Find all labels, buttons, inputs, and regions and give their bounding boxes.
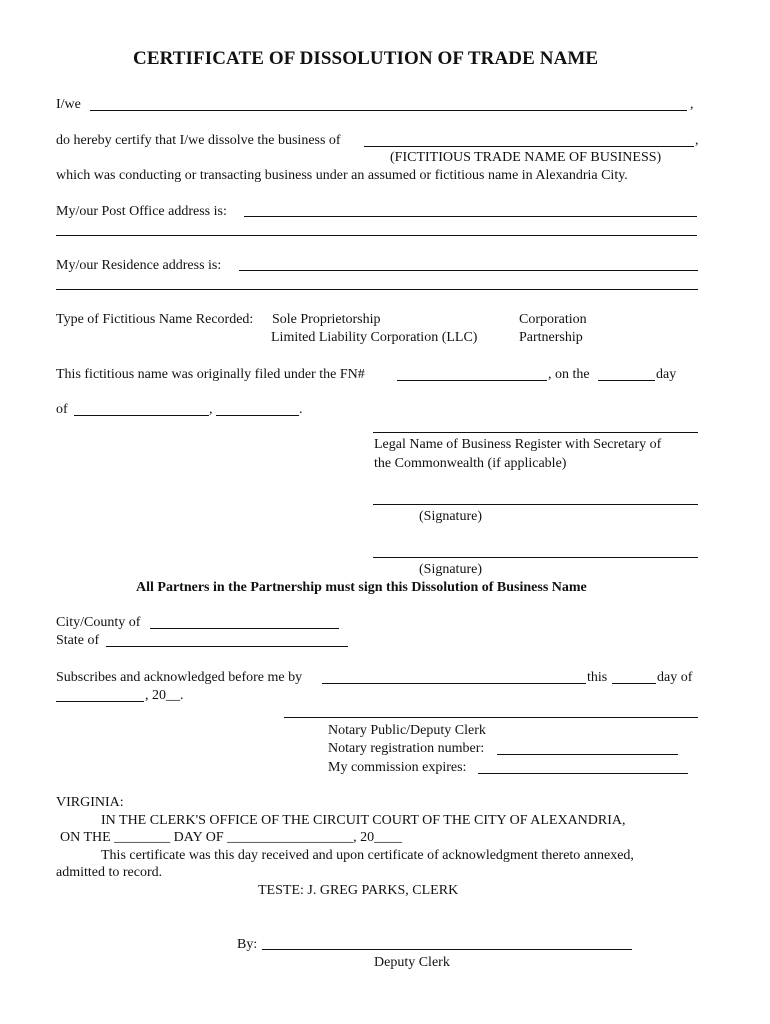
virginia-admitted: admitted to record. xyxy=(56,865,163,880)
post-office-label: My/our Post Office address is: xyxy=(56,204,227,219)
residence-field[interactable] xyxy=(239,270,698,271)
iwe-comma: , xyxy=(690,97,694,112)
state-field[interactable] xyxy=(106,646,348,647)
deputy-clerk-label: Deputy Clerk xyxy=(374,955,450,970)
subscribed-year: , 20__. xyxy=(145,688,184,703)
notary-commission-field[interactable] xyxy=(478,773,688,774)
filed-year-field[interactable] xyxy=(216,415,299,416)
certify-comma: , xyxy=(695,133,699,148)
notary-title: Notary Public/Deputy Clerk xyxy=(328,723,486,738)
filed-text: This fictitious name was originally filed under the FN# xyxy=(56,367,365,382)
type-label: Type of Fictitious Name Recorded: xyxy=(56,312,254,327)
state-label: State of xyxy=(56,633,100,648)
notary-commission-label: My commission expires: xyxy=(328,760,467,775)
residence-field-2[interactable] xyxy=(56,289,698,290)
signature-field-2[interactable] xyxy=(373,557,698,558)
subscribed-month-field[interactable] xyxy=(56,701,144,702)
filed-period: . xyxy=(299,402,303,417)
filed-month-field[interactable] xyxy=(74,415,209,416)
deputy-clerk-signature-field[interactable] xyxy=(262,949,632,950)
iwe-label: I/we xyxy=(56,97,81,112)
certify-text: do hereby certify that I/we dissolve the business of xyxy=(56,133,341,148)
checkbox-partnership[interactable] xyxy=(519,330,583,346)
legal-name-field[interactable] xyxy=(373,432,698,433)
conducting-text: which was conducting or transacting business under an assumed or fictitious name in Alexandria City. xyxy=(56,168,628,183)
filed-day-label: day xyxy=(656,367,677,382)
option-partnership: Partnership xyxy=(519,330,583,345)
document-title: CERTIFICATE OF DISSOLUTION OF TRADE NAME xyxy=(133,48,599,69)
trade-name-sublabel: (FICTITIOUS TRADE NAME OF BUSINESS) xyxy=(390,150,662,165)
city-county-field[interactable] xyxy=(150,628,339,629)
checkbox-sole-proprietorship[interactable] xyxy=(272,312,381,328)
filed-day-field[interactable] xyxy=(598,380,655,381)
notary-registration-field[interactable] xyxy=(497,754,678,755)
subscribed-this: this xyxy=(587,670,608,685)
filed-on-the: , on the xyxy=(548,367,590,382)
filed-of-label: of xyxy=(56,402,68,417)
option-sole-proprietorship: Sole Proprietorship xyxy=(272,312,381,327)
subscribed-by-field[interactable] xyxy=(322,683,586,684)
legal-name-label-2: the Commonwealth (if applicable) xyxy=(374,456,567,471)
filed-comma: , xyxy=(209,402,213,417)
checkbox-llc[interactable] xyxy=(271,330,477,346)
virginia-office: IN THE CLERK'S OFFICE OF THE CIRCUIT COURT OF THE CITY OF ALEXANDRIA, xyxy=(101,813,626,828)
trade-name-field[interactable] xyxy=(364,146,694,147)
virginia-teste: TESTE: J. GREG PARKS, CLERK xyxy=(258,883,459,898)
notary-registration-label: Notary registration number: xyxy=(328,741,485,756)
legal-name-label-1: Legal Name of Business Register with Secretary of xyxy=(374,437,662,452)
subscribed-day-field[interactable] xyxy=(612,683,656,684)
post-office-field[interactable] xyxy=(244,216,697,217)
checkbox-corporation[interactable] xyxy=(519,312,587,328)
virginia-on-the: ON THE ________ DAY OF __________________, 20____ xyxy=(60,830,403,845)
notary-signature-field[interactable] xyxy=(284,717,698,718)
signature-label-1: (Signature) xyxy=(419,509,482,524)
by-label: By: xyxy=(237,937,258,952)
partners-note: All Partners in the Partnership must sign this Dissolution of Business Name xyxy=(136,580,587,595)
option-llc: Limited Liability Corporation (LLC) xyxy=(271,330,478,345)
residence-label: My/our Residence address is: xyxy=(56,258,222,273)
iwe-field[interactable] xyxy=(90,110,687,111)
signature-field-1[interactable] xyxy=(373,504,698,505)
city-county-label: City/County of xyxy=(56,615,141,630)
virginia-heading: VIRGINIA: xyxy=(56,795,124,810)
subscribed-text: Subscribes and acknowledged before me by xyxy=(56,670,303,685)
option-corporation: Corporation xyxy=(519,312,587,327)
post-office-field-2[interactable] xyxy=(56,235,697,236)
subscribed-day-of: day of xyxy=(657,670,693,685)
fn-number-field[interactable] xyxy=(397,380,547,381)
signature-label-2: (Signature) xyxy=(419,562,482,577)
virginia-received: This certificate was this day received and upon certificate of acknowledgment thereto annexed, xyxy=(101,848,634,863)
